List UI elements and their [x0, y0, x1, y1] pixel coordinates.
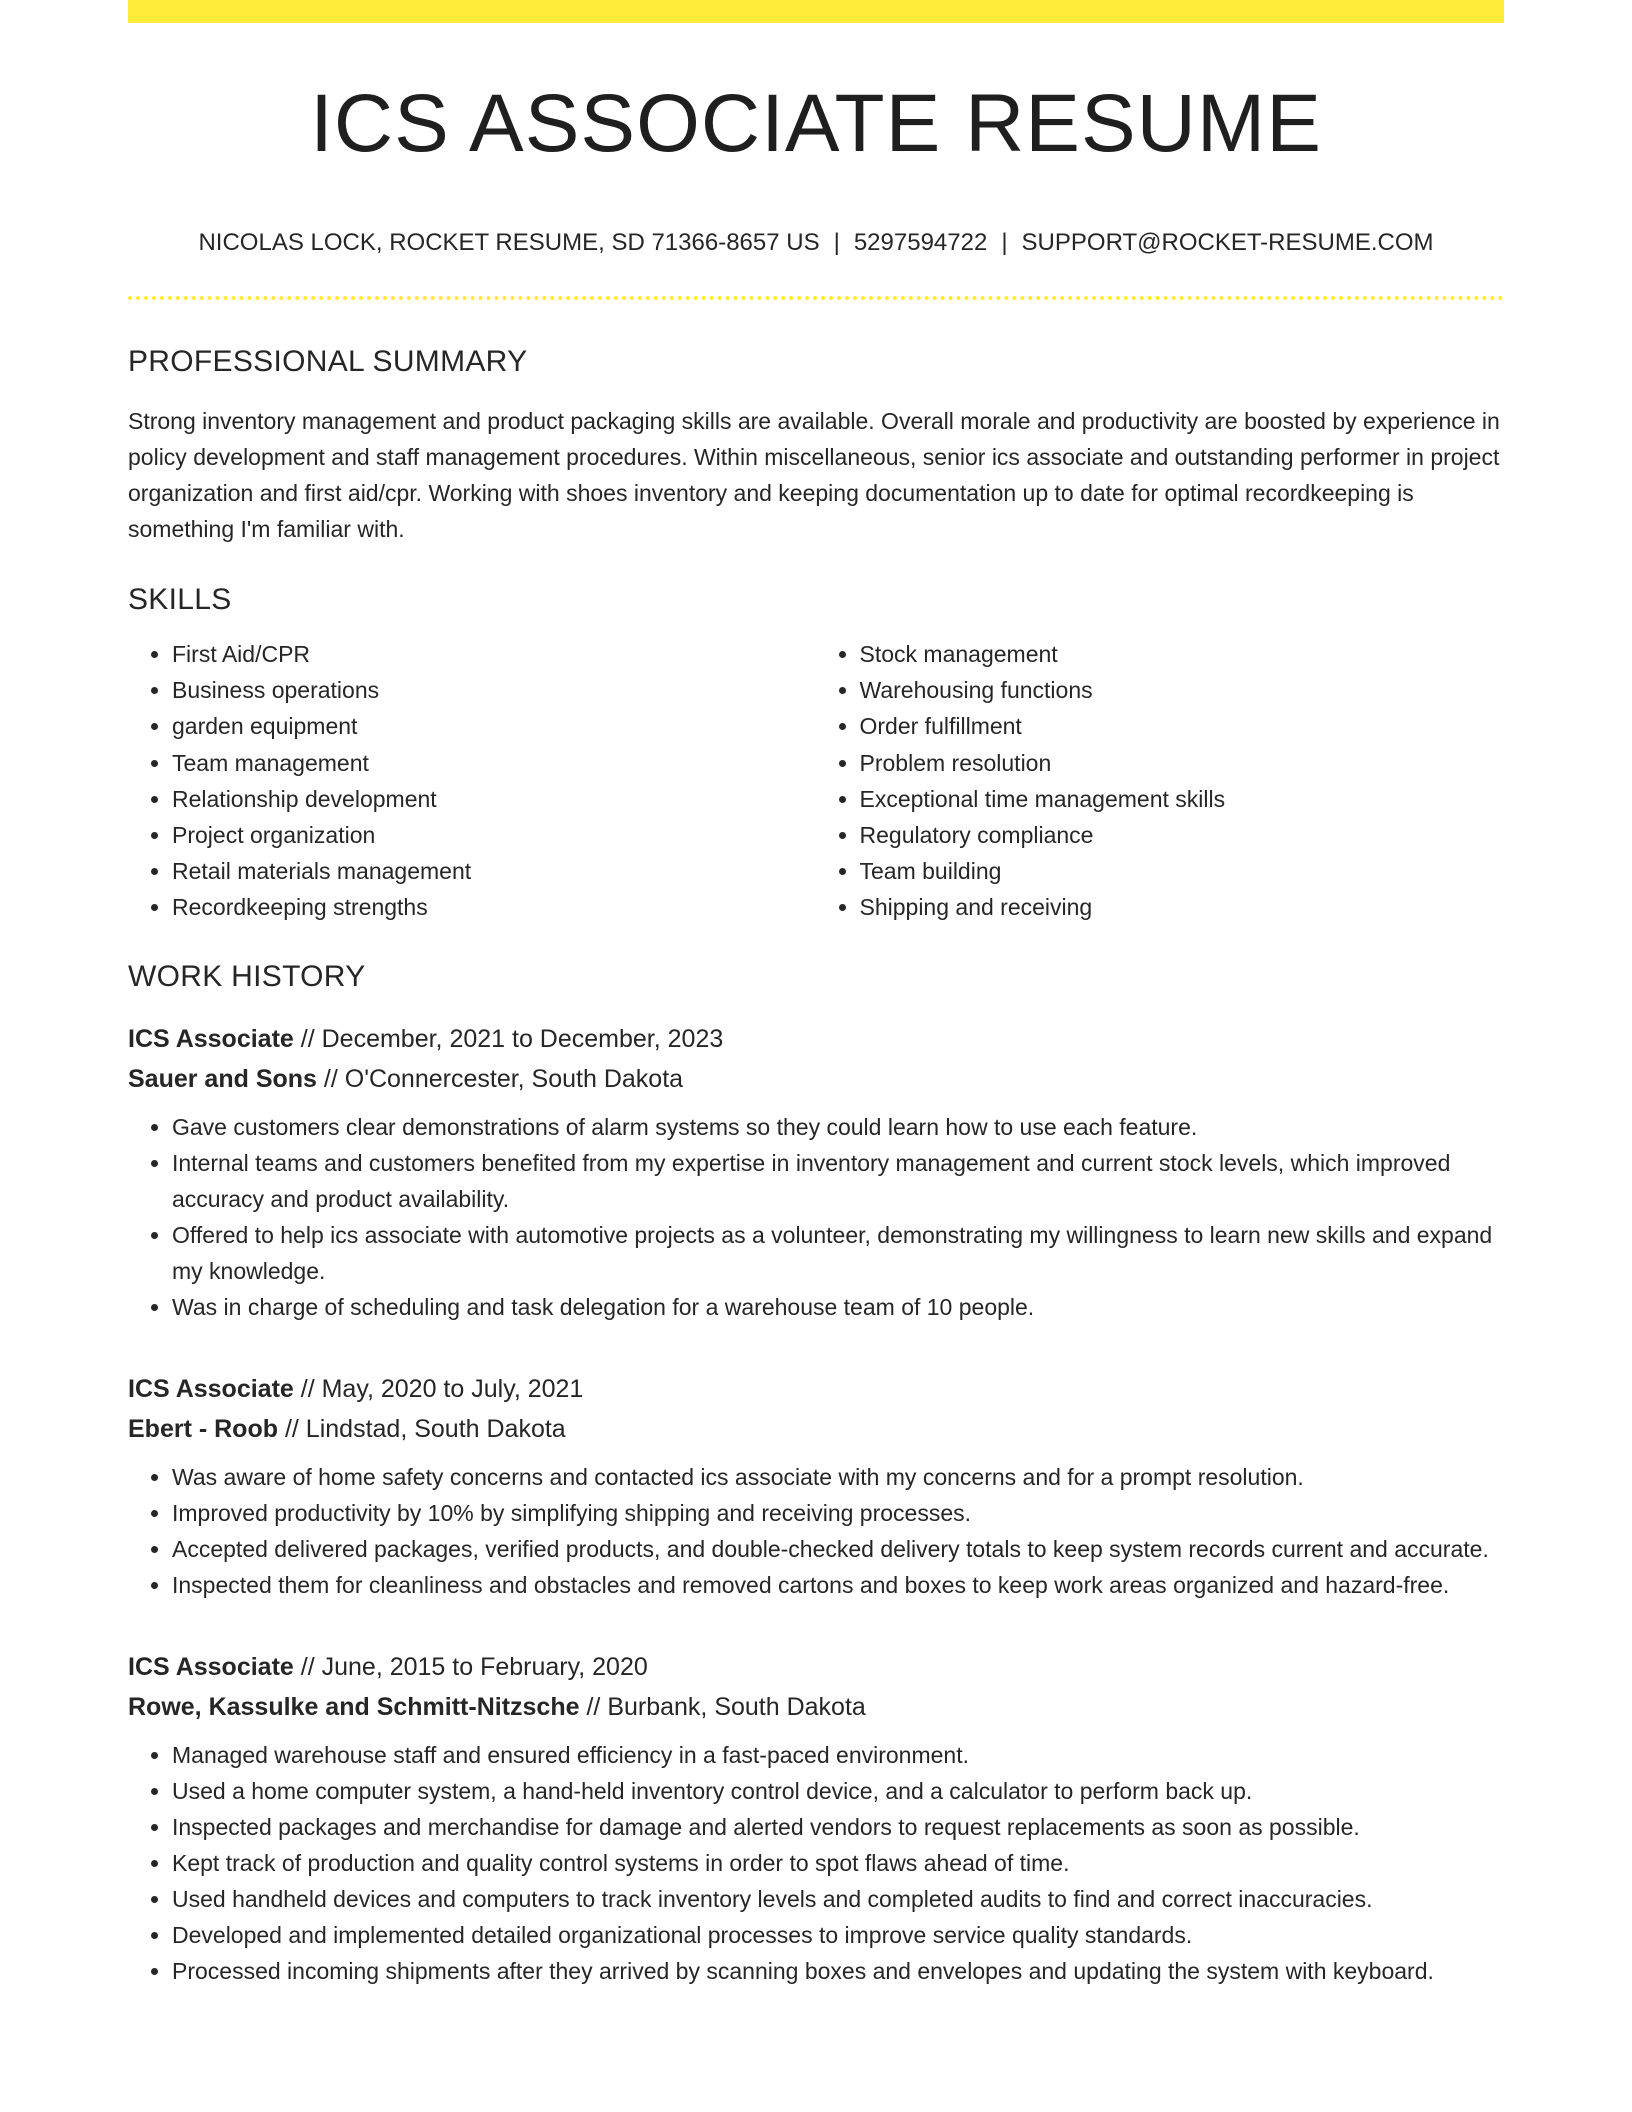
skill-item: • Order fulfillment [860, 708, 1505, 744]
summary-text: Strong inventory management and product packaging skills are available. Overall morale and productivity are boosted by experience in policy development and staff management procedures. Within miscellaneous, senior ics associate and outstanding performer in project organization and first aid/cpr. Working with shoes inventory and keeping documentation up to date for optimal recordkeeping is something I'm familiar with. [128, 408, 1500, 542]
skill-item: • Project organization [172, 817, 817, 853]
job-bullet: • Processed incoming shipments after they arrived by scanning boxes and envelopes and updating the system with keyboard. [172, 1953, 1504, 1989]
resume-title: ICS ASSOCIATE RESUME [310, 78, 1322, 169]
job-divider: // [293, 1374, 322, 1403]
job-bullets [128, 1109, 1504, 1325]
skills-list [128, 636, 1504, 926]
contact-email: SUPPORT@ROCKET-RESUME.COM [1021, 229, 1434, 256]
skills-column-2 [817, 636, 1505, 926]
job-bullet: • Used handheld devices and computers to track inventory levels and completed audits to find and correct inaccuracies. [172, 1881, 1504, 1917]
skill-item: • Warehousing functions [860, 672, 1505, 708]
job-bullet: • Internal teams and customers benefited from my expertise in inventory management and current stock levels, which improved accuracy and product availability. [172, 1145, 1504, 1217]
skill-item: • Team management [172, 745, 817, 781]
job-divider: // [579, 1692, 608, 1721]
job-dates: May, 2020 to July, 2021 [321, 1374, 584, 1403]
job-location: O'Connercester, South Dakota [344, 1064, 684, 1093]
job-bullet: • Accepted delivered packages, verified products, and double-checked delivery totals to keep system records current and accurate. [172, 1531, 1504, 1567]
job-title: ICS Associate [128, 1024, 294, 1053]
job-location: Lindstad, South Dakota [305, 1414, 566, 1443]
job-company-line [128, 1409, 1504, 1449]
job-bullet: • Managed warehouse staff and ensured efficiency in a fast-paced environment. [172, 1737, 1504, 1773]
job-bullet: • Was aware of home safety concerns and contacted ics associate with my concerns and for a prompt resolution. [172, 1459, 1504, 1495]
skill-item: • Retail materials management [172, 853, 817, 889]
job-divider: // [293, 1652, 322, 1681]
job-dates: June, 2015 to February, 2020 [321, 1652, 648, 1681]
job-company: Rowe, Kassulke and Schmitt-Nitzsche [128, 1692, 580, 1721]
skill-item: • Exceptional time management skills [860, 781, 1505, 817]
skill-item: • Shipping and receiving [860, 889, 1505, 925]
job-bullet: • Was in charge of scheduling and task delegation for a warehouse team of 10 people. [172, 1289, 1504, 1325]
job-title: ICS Associate [128, 1652, 294, 1681]
job-title-line [128, 1019, 1504, 1059]
job-entry [128, 1019, 1504, 1325]
job-entry [128, 1369, 1504, 1603]
job-company: Ebert - Roob [128, 1414, 278, 1443]
job-location: Burbank, South Dakota [607, 1692, 866, 1721]
job-bullets [128, 1737, 1504, 1989]
job-bullet: • Improved productivity by 10% by simplifying shipping and receiving processes. [172, 1495, 1504, 1531]
job-divider: // [316, 1064, 345, 1093]
skill-item: • Relationship development [172, 781, 817, 817]
job-bullets [128, 1459, 1504, 1603]
job-company: Sauer and Sons [128, 1064, 317, 1093]
job-bullet: • Developed and implemented detailed organizational processes to improve service quality standards. [172, 1917, 1504, 1953]
skill-item: • Team building [860, 853, 1505, 889]
job-bullet: • Used a home computer system, a hand-held inventory control device, and a calculator to perform back up. [172, 1773, 1504, 1809]
resume-page [128, 0, 1504, 1989]
dotted-divider [128, 296, 1504, 300]
contact-separator: | [833, 229, 840, 256]
job-bullet: • Kept track of production and quality control systems in order to spot flaws ahead of time. [172, 1845, 1504, 1881]
job-dates: December, 2021 to December, 2023 [321, 1024, 724, 1053]
contact-address: NICOLAS LOCK, ROCKET RESUME, SD 71366-8657 US [198, 229, 820, 256]
skills-heading: SKILLS [128, 583, 232, 616]
skill-item: • First Aid/CPR [172, 636, 817, 672]
skill-item: • Regulatory compliance [860, 817, 1505, 853]
skill-item: • Stock management [860, 636, 1505, 672]
job-bullet: • Offered to help ics associate with automotive projects as a volunteer, demonstrating my willingness to learn new skills and expand my knowledge. [172, 1217, 1504, 1289]
work-history-heading: WORK HISTORY [128, 959, 366, 993]
top-accent-bar [128, 0, 1504, 23]
job-bullet: • Gave customers clear demonstrations of alarm systems so they could learn how to use each feature. [172, 1109, 1504, 1145]
job-title-line [128, 1369, 1504, 1409]
skill-item: • Business operations [172, 672, 817, 708]
job-bullet: • Inspected them for cleanliness and obstacles and removed cartons and boxes to keep work areas organized and hazard-free. [172, 1567, 1504, 1603]
skill-item: • garden equipment [172, 708, 817, 744]
contact-phone: 5297594722 [853, 229, 988, 256]
job-title-line [128, 1647, 1504, 1687]
contact-separator: | [1001, 229, 1008, 256]
skills-column-1 [128, 636, 817, 926]
summary-heading: PROFESSIONAL SUMMARY [128, 345, 528, 378]
job-divider: // [278, 1414, 306, 1443]
job-company-line [128, 1687, 1504, 1727]
job-divider: // [293, 1024, 322, 1053]
job-title: ICS Associate [128, 1374, 294, 1403]
job-entry [128, 1647, 1504, 1989]
skill-item: • Problem resolution [860, 745, 1505, 781]
skill-item: • Recordkeeping strengths [172, 889, 817, 925]
job-bullet: • Inspected packages and merchandise for damage and alerted vendors to request replacements as soon as possible. [172, 1809, 1504, 1845]
contact-line [128, 231, 1504, 255]
job-company-line [128, 1059, 1504, 1099]
